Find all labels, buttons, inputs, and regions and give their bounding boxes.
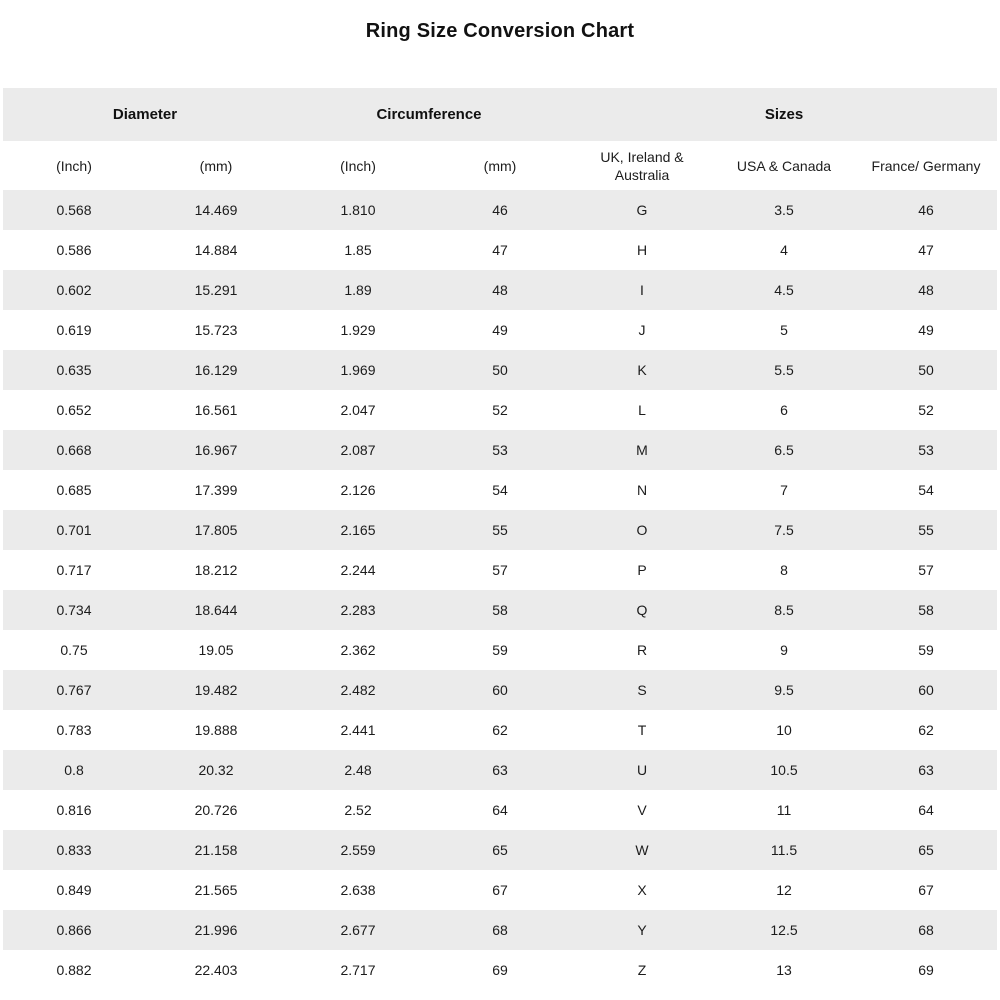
- cell-size-france-germany: 52: [918, 402, 934, 418]
- table-row: [3, 950, 997, 990]
- cell-diameter-mm: 21.565: [194, 882, 238, 898]
- cell-diameter-mm: 17.805: [194, 522, 238, 538]
- cell-diameter-mm: 14.884: [194, 242, 238, 258]
- cell-size-uk-ireland-australia: Z: [637, 962, 647, 978]
- col-header-usa-canada: USA & Canada: [713, 141, 855, 190]
- cell-size-uk-ireland-australia: O: [636, 522, 648, 538]
- cell-size-uk-ireland-australia: T: [637, 722, 647, 738]
- header-group-sizes: Sizes: [571, 88, 997, 141]
- header-group-row: [3, 88, 997, 141]
- cell-circumference-mm: 58: [492, 602, 508, 618]
- cell-circumference-mm: 64: [492, 802, 508, 818]
- table-row: [3, 590, 997, 630]
- cell-size-usa-canada: 9: [780, 642, 788, 658]
- cell-diameter-inch: 0.734: [56, 602, 92, 618]
- cell-diameter-mm: 16.967: [194, 442, 238, 458]
- cell-circumference-mm: 59: [492, 642, 508, 658]
- header-group-diameter: Diameter: [3, 88, 287, 141]
- cell-circumference-mm: 65: [492, 842, 508, 858]
- cell-size-uk-ireland-australia: L: [638, 402, 646, 418]
- cell-size-france-germany: 68: [918, 922, 934, 938]
- cell-circumference-inch: 1.810: [340, 202, 376, 218]
- cell-circumference-mm: 48: [492, 282, 508, 298]
- cell-circumference-mm: 67: [492, 882, 508, 898]
- cell-circumference-inch: 1.85: [344, 242, 372, 258]
- cell-diameter-mm: 16.129: [194, 362, 238, 378]
- cell-size-usa-canada: 10.5: [770, 762, 798, 778]
- cell-diameter-inch: 0.866: [56, 922, 92, 938]
- cell-diameter-inch: 0.717: [56, 562, 92, 578]
- cell-size-uk-ireland-australia: G: [636, 202, 648, 218]
- cell-circumference-mm: 47: [492, 242, 508, 258]
- cell-circumference-mm: 63: [492, 762, 508, 778]
- cell-size-uk-ireland-australia: I: [640, 282, 644, 298]
- cell-size-france-germany: 60: [918, 682, 934, 698]
- cell-size-uk-ireland-australia: V: [637, 802, 647, 818]
- cell-size-france-germany: 67: [918, 882, 934, 898]
- cell-diameter-inch: 0.602: [56, 282, 92, 298]
- cell-diameter-inch: 0.767: [56, 682, 92, 698]
- cell-diameter-mm: 15.291: [194, 282, 238, 298]
- cell-diameter-mm: 20.726: [194, 802, 238, 818]
- cell-size-usa-canada: 7: [780, 482, 788, 498]
- table-row: [3, 190, 997, 230]
- cell-size-france-germany: 63: [918, 762, 934, 778]
- cell-circumference-inch: 1.929: [340, 322, 376, 338]
- cell-circumference-inch: 2.482: [340, 682, 376, 698]
- col-header-france-germany: France/ Germany: [855, 141, 997, 190]
- cell-diameter-mm: 21.996: [194, 922, 238, 938]
- cell-size-uk-ireland-australia: Y: [637, 922, 647, 938]
- table-row: [3, 830, 997, 870]
- cell-size-usa-canada: 9.5: [774, 682, 794, 698]
- cell-circumference-mm: 60: [492, 682, 508, 698]
- col-header-uk-ireland-australia: UK, Ireland & Australia: [571, 141, 713, 190]
- table-row: [3, 510, 997, 550]
- cell-circumference-inch: 2.283: [340, 602, 376, 618]
- table-row: [3, 870, 997, 910]
- table-row: [3, 470, 997, 510]
- cell-size-uk-ireland-australia: P: [637, 562, 647, 578]
- table-row: [3, 670, 997, 710]
- cell-diameter-mm: 19.05: [198, 642, 234, 658]
- col-header-circumference-mm: (mm): [429, 141, 571, 190]
- table-row: [3, 310, 997, 350]
- cell-size-france-germany: 48: [918, 282, 934, 298]
- cell-circumference-inch: 2.677: [340, 922, 376, 938]
- cell-diameter-inch: 0.619: [56, 322, 92, 338]
- cell-size-france-germany: 69: [918, 962, 934, 978]
- cell-circumference-mm: 69: [492, 962, 508, 978]
- table-row: [3, 350, 997, 390]
- cell-size-usa-canada: 4.5: [774, 282, 794, 298]
- cell-circumference-mm: 62: [492, 722, 508, 738]
- table-row: [3, 270, 997, 310]
- cell-size-france-germany: 50: [918, 362, 934, 378]
- cell-diameter-inch: 0.586: [56, 242, 92, 258]
- cell-size-uk-ireland-australia: M: [636, 442, 648, 458]
- cell-circumference-mm: 68: [492, 922, 508, 938]
- table-row: [3, 430, 997, 470]
- cell-circumference-inch: 2.087: [340, 442, 376, 458]
- cell-diameter-inch: 0.701: [56, 522, 92, 538]
- table-row: [3, 750, 997, 790]
- cell-circumference-inch: 2.362: [340, 642, 376, 658]
- cell-size-france-germany: 46: [918, 202, 934, 218]
- cell-circumference-inch: 2.047: [340, 402, 376, 418]
- cell-size-uk-ireland-australia: K: [637, 362, 647, 378]
- table-row: [3, 910, 997, 950]
- table-row: [3, 710, 997, 750]
- cell-size-uk-ireland-australia: S: [637, 682, 647, 698]
- cell-diameter-inch: 0.833: [56, 842, 92, 858]
- cell-circumference-mm: 50: [492, 362, 508, 378]
- table-header: [3, 88, 997, 190]
- cell-size-france-germany: 62: [918, 722, 934, 738]
- cell-diameter-inch: 0.783: [56, 722, 92, 738]
- cell-size-france-germany: 49: [918, 322, 934, 338]
- cell-circumference-mm: 57: [492, 562, 508, 578]
- cell-circumference-inch: 2.244: [340, 562, 376, 578]
- cell-circumference-mm: 54: [492, 482, 508, 498]
- cell-circumference-inch: 2.52: [344, 802, 372, 818]
- cell-diameter-mm: 14.469: [194, 202, 238, 218]
- cell-size-uk-ireland-australia: X: [637, 882, 647, 898]
- cell-size-usa-canada: 3.5: [774, 202, 794, 218]
- table-row: [3, 230, 997, 270]
- cell-diameter-inch: 0.75: [60, 642, 88, 658]
- cell-size-usa-canada: 4: [780, 242, 788, 258]
- cell-size-usa-canada: 6: [780, 402, 788, 418]
- col-header-diameter-mm: (mm): [145, 141, 287, 190]
- cell-diameter-mm: 20.32: [198, 762, 234, 778]
- ring-size-table: [3, 88, 997, 990]
- cell-diameter-mm: 16.561: [194, 402, 238, 418]
- cell-circumference-inch: 1.969: [340, 362, 376, 378]
- cell-size-uk-ireland-australia: Q: [636, 602, 648, 618]
- cell-size-usa-canada: 8: [780, 562, 788, 578]
- cell-diameter-mm: 19.888: [194, 722, 238, 738]
- cell-size-usa-canada: 12: [776, 882, 792, 898]
- cell-diameter-inch: 0.568: [56, 202, 92, 218]
- cell-circumference-inch: 2.126: [340, 482, 376, 498]
- cell-diameter-mm: 15.723: [194, 322, 238, 338]
- cell-diameter-mm: 18.644: [194, 602, 238, 618]
- cell-diameter-inch: 0.635: [56, 362, 92, 378]
- cell-size-france-germany: 58: [918, 602, 934, 618]
- col-header-circumference-inch: (Inch): [287, 141, 429, 190]
- cell-circumference-mm: 55: [492, 522, 508, 538]
- cell-size-france-germany: 59: [918, 642, 934, 658]
- cell-diameter-inch: 0.849: [56, 882, 92, 898]
- cell-size-france-germany: 64: [918, 802, 934, 818]
- cell-diameter-inch: 0.685: [56, 482, 92, 498]
- table-row: [3, 630, 997, 670]
- cell-size-usa-canada: 13: [776, 962, 792, 978]
- table-row: [3, 790, 997, 830]
- cell-circumference-inch: 1.89: [344, 282, 372, 298]
- cell-diameter-inch: 0.882: [56, 962, 92, 978]
- header-sub-row: [3, 141, 997, 190]
- cell-diameter-mm: 17.399: [194, 482, 238, 498]
- cell-size-usa-canada: 7.5: [774, 522, 794, 538]
- cell-size-france-germany: 55: [918, 522, 934, 538]
- cell-circumference-mm: 52: [492, 402, 508, 418]
- cell-size-uk-ireland-australia: H: [636, 242, 648, 258]
- cell-size-uk-ireland-australia: W: [635, 842, 649, 858]
- cell-circumference-inch: 2.717: [340, 962, 376, 978]
- cell-size-usa-canada: 12.5: [770, 922, 798, 938]
- cell-size-france-germany: 54: [918, 482, 934, 498]
- cell-size-uk-ireland-australia: J: [638, 322, 646, 338]
- cell-circumference-inch: 2.441: [340, 722, 376, 738]
- cell-size-uk-ireland-australia: U: [636, 762, 648, 778]
- cell-circumference-inch: 2.559: [340, 842, 376, 858]
- cell-size-usa-canada: 11: [776, 802, 792, 818]
- cell-size-usa-canada: 5: [780, 322, 788, 338]
- cell-size-usa-canada: 6.5: [774, 442, 794, 458]
- cell-circumference-inch: 2.48: [344, 762, 372, 778]
- cell-size-france-germany: 57: [918, 562, 934, 578]
- cell-diameter-inch: 0.652: [56, 402, 92, 418]
- cell-diameter-mm: 22.403: [194, 962, 238, 978]
- cell-diameter-mm: 18.212: [194, 562, 238, 578]
- cell-diameter-mm: 19.482: [194, 682, 238, 698]
- cell-circumference-mm: 53: [492, 442, 508, 458]
- page-title: Ring Size Conversion Chart: [365, 20, 635, 42]
- cell-diameter-inch: 0.8: [64, 762, 84, 778]
- cell-circumference-inch: 2.165: [340, 522, 376, 538]
- cell-size-usa-canada: 8.5: [774, 602, 794, 618]
- cell-diameter-inch: 0.816: [56, 802, 92, 818]
- cell-size-usa-canada: 11.5: [770, 842, 798, 858]
- cell-size-usa-canada: 10: [776, 722, 792, 738]
- cell-size-uk-ireland-australia: N: [636, 482, 648, 498]
- cell-circumference-mm: 46: [492, 202, 508, 218]
- table-body: [3, 190, 997, 990]
- cell-circumference-inch: 2.638: [340, 882, 376, 898]
- cell-size-france-germany: 65: [918, 842, 934, 858]
- cell-diameter-mm: 21.158: [194, 842, 238, 858]
- header-group-circumference: Circumference: [287, 88, 571, 141]
- table-row: [3, 390, 997, 430]
- table-row: [3, 550, 997, 590]
- cell-size-france-germany: 47: [918, 242, 934, 258]
- cell-size-usa-canada: 5.5: [774, 362, 794, 378]
- cell-circumference-mm: 49: [492, 322, 508, 338]
- cell-size-uk-ireland-australia: R: [636, 642, 648, 658]
- cell-diameter-inch: 0.668: [56, 442, 92, 458]
- col-header-diameter-inch: (Inch): [3, 141, 145, 190]
- cell-size-france-germany: 53: [918, 442, 934, 458]
